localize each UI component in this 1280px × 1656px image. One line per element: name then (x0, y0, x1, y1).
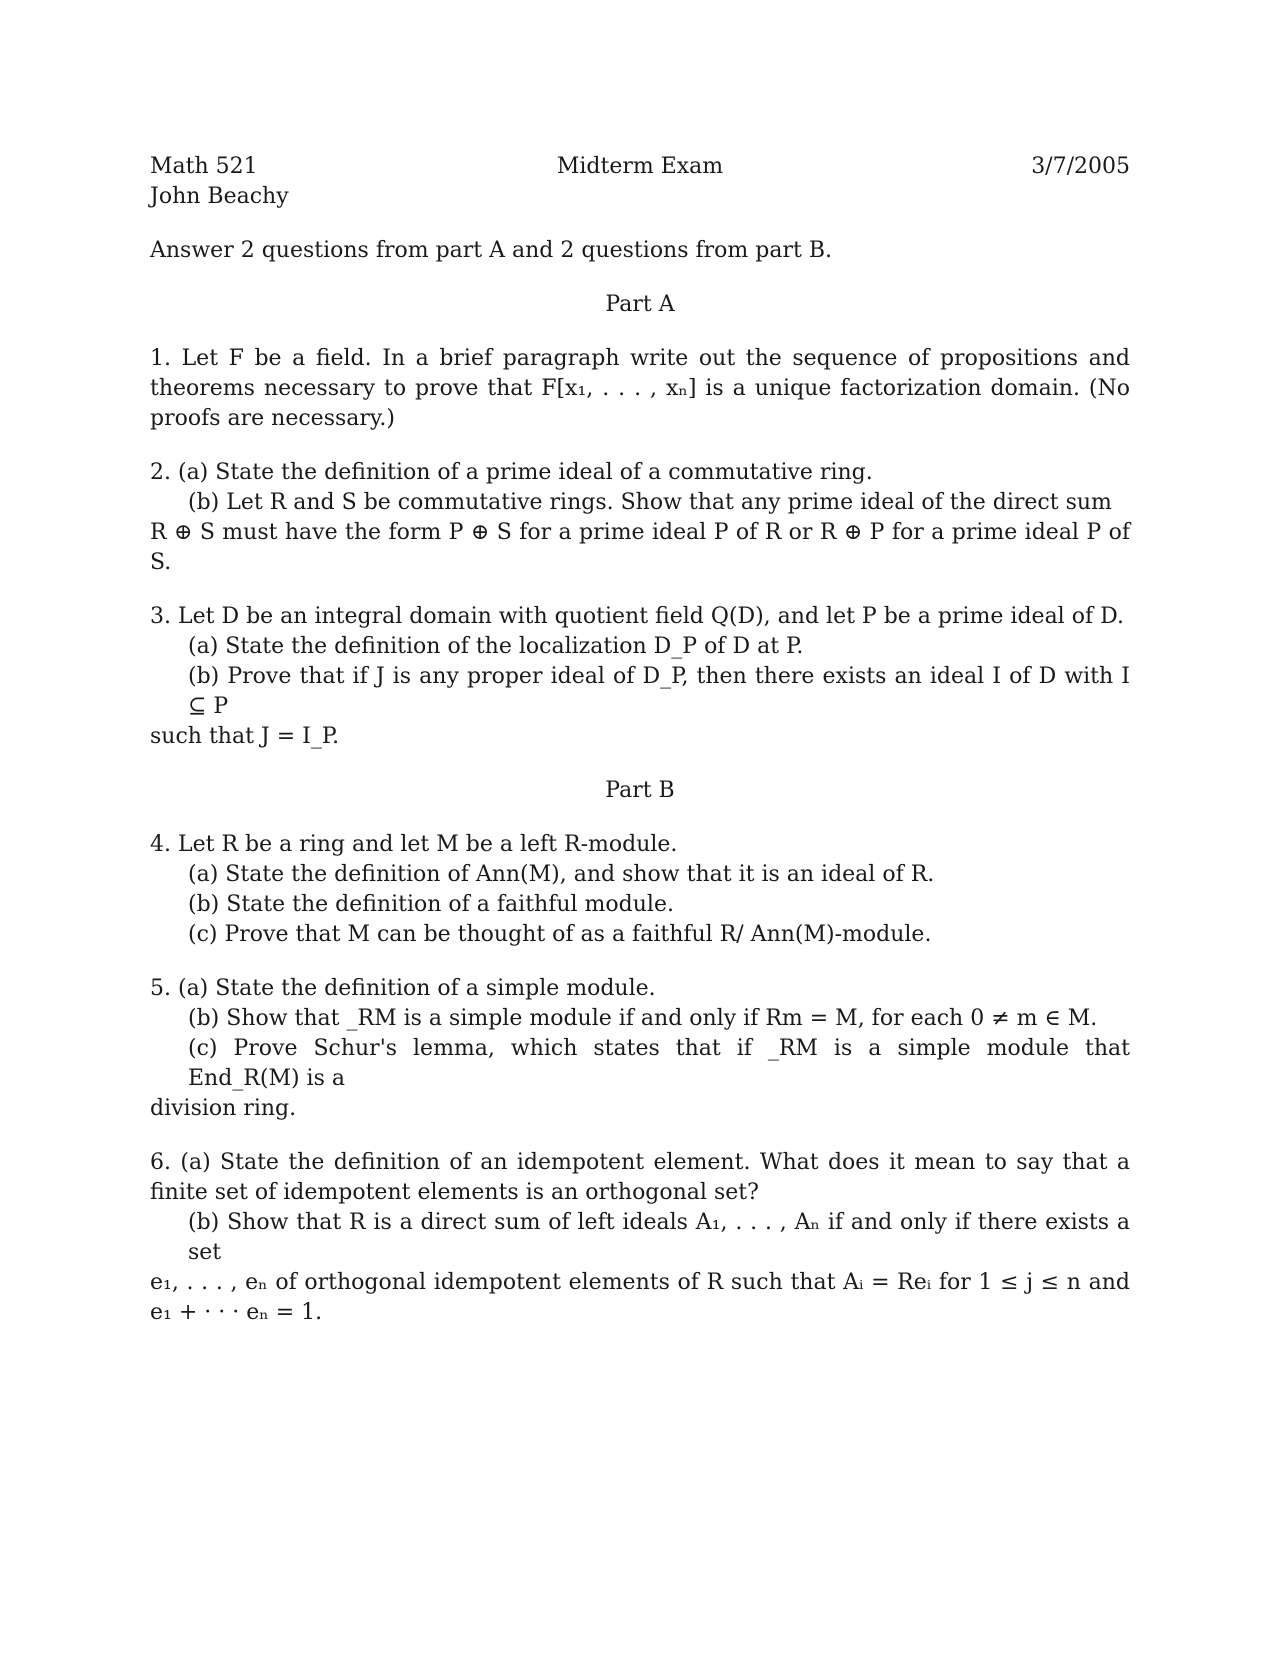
question-2-part-a: 2. (a) State the definition of a prime ideal of a commutative ring. (150, 460, 873, 485)
part-a-title: Part A (605, 292, 675, 317)
question-5-part-b: (b) Show that _RM is a simple module if and only if Rm = M, for each 0 ≠ m ∈ M. (188, 1006, 1098, 1031)
question-1-text: 1. Let F be a field. In a brief paragraph write out the sequence of propositions and theorems necessary to prove that F[x₁, . . . , xₙ] is a unique factorization domain. (No proofs are necessary.) (150, 346, 1130, 431)
question-3-intro: 3. Let D be an integral domain with quotient field Q(D), and let P be a prime ideal of D. (150, 604, 1124, 629)
course-name: Math 521 (150, 154, 258, 179)
instructor-name: John Beachy (150, 184, 289, 209)
exam-content (150, 152, 1130, 1328)
question-3 (150, 602, 1130, 752)
question-6 (150, 1148, 1130, 1328)
question-4 (150, 830, 1130, 950)
question-2 (150, 458, 1130, 578)
question-4-part-b: (b) State the definition of a faithful module. (188, 892, 674, 917)
question-6-part-b: (b) Show that R is a direct sum of left ideals A₁, . . . , Aₙ if and only if there exists a set (188, 1210, 1130, 1265)
question-2-part-b-continued: R ⊕ S must have the form P ⊕ S for a prime ideal P of R or R ⊕ P for a prime ideal P of S. (150, 520, 1130, 575)
question-6-part-a: 6. (a) State the definition of an idempotent element. What does it mean to say that a finite set of idempotent elements is an orthogonal set? (150, 1150, 1130, 1205)
question-6-part-b-continued: e₁, . . . , eₙ of orthogonal idempotent elements of R such that Aᵢ = Reᵢ for 1 ≤ j ≤ n and e₁ + · · · eₙ = 1. (150, 1270, 1130, 1325)
exam-title: Midterm Exam (556, 154, 724, 179)
question-1 (150, 344, 1130, 434)
question-5 (150, 974, 1130, 1124)
question-5-part-c: (c) Prove Schur's lemma, which states that if _RM is a simple module that End_R(M) is a (188, 1036, 1130, 1091)
question-4-intro: 4. Let R be a ring and let M be a left R-module. (150, 832, 678, 857)
question-3-part-b: (b) Prove that if J is any proper ideal of D_P, then there exists an ideal I of D with I ⊆ P (188, 664, 1130, 719)
question-5-part-a: 5. (a) State the definition of a simple module. (150, 976, 656, 1001)
exam-header (150, 152, 1130, 182)
exam-instructions: Answer 2 questions from part A and 2 questions from part B. (150, 238, 832, 263)
question-2-part-b: (b) Let R and S be commutative rings. Show that any prime ideal of the direct sum (188, 490, 1112, 515)
exam-date: 3/7/2005 (1031, 154, 1130, 179)
question-4-part-c: (c) Prove that M can be thought of as a faithful R/ Ann(M)-module. (188, 922, 932, 947)
question-4-part-a: (a) State the definition of Ann(M), and show that it is an ideal of R. (188, 862, 935, 887)
part-b-title: Part B (605, 778, 675, 803)
question-3-part-b-continued: such that J = I_P. (150, 724, 340, 749)
question-3-part-a: (a) State the definition of the localization D_P of D at P. (188, 634, 804, 659)
question-5-part-c-continued: division ring. (150, 1096, 297, 1121)
